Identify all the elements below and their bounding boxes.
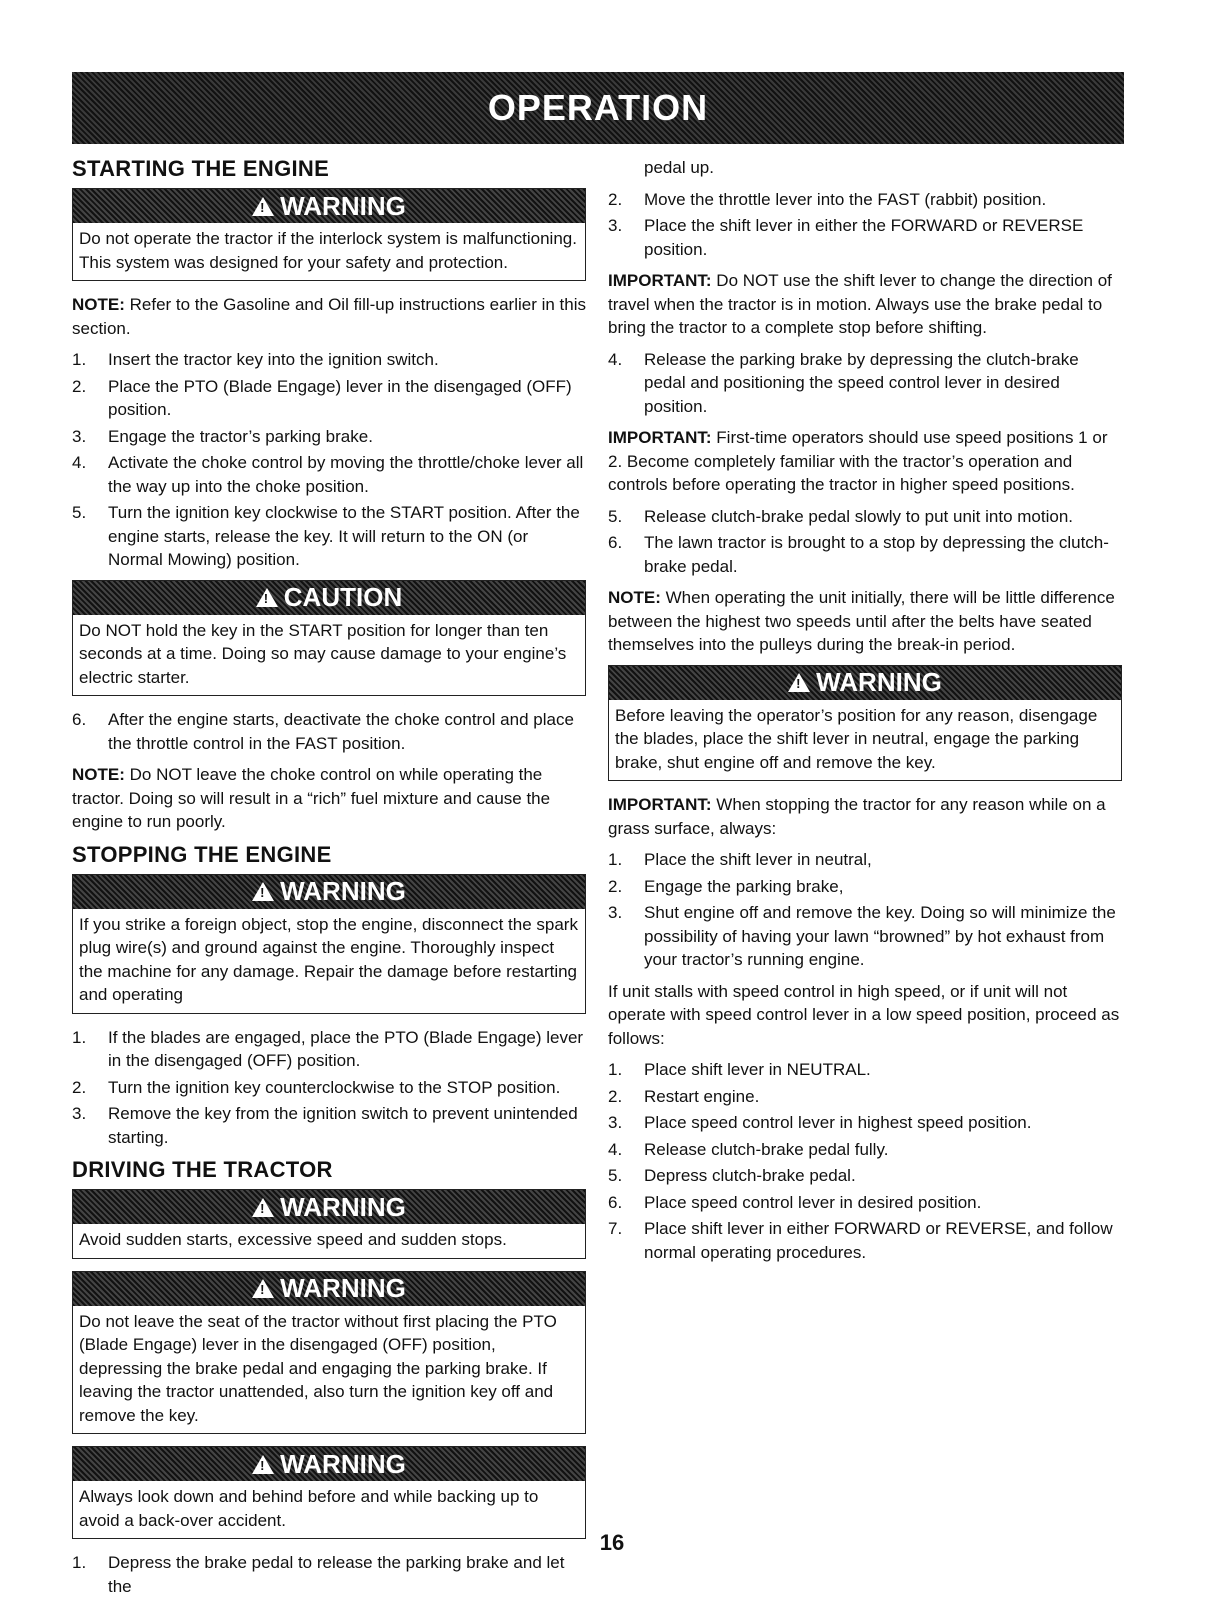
warning-header <box>73 189 585 223</box>
list-item <box>608 1217 1122 1264</box>
page-number: 16 <box>599 1530 625 1555</box>
heading-starting-engine: STARTING THE ENGINE <box>72 156 330 181</box>
list-item <box>72 708 586 755</box>
step-text: Place shift lever in NEUTRAL. <box>644 1060 871 1079</box>
list-item <box>608 1111 1122 1135</box>
warning-text: Always look down and behind before and while backing up to avoid a back-over accident. <box>79 1487 539 1530</box>
step-number: 2. <box>72 376 87 396</box>
step-number: 7. <box>608 1219 623 1238</box>
warning-box <box>72 1446 586 1539</box>
warning-text: Before leaving the operator’s position for any reason, disengage the blades, place the shift lever in neutral, engage the parking brake, shut engine off and remove the key. <box>615 705 1098 772</box>
stopping-steps <box>72 1026 586 1150</box>
warning-header <box>73 1190 585 1224</box>
step-text: Release clutch-brake pedal fully. <box>644 1139 889 1159</box>
caution-label: CAUTION <box>283 582 403 612</box>
warning-triangle-icon <box>256 588 278 607</box>
step-number: 3. <box>608 1113 623 1132</box>
warning-label: WARNING <box>280 1273 406 1303</box>
right-column <box>608 156 1122 1272</box>
caution-header <box>73 581 585 615</box>
stall-steps <box>608 1058 1122 1264</box>
note-paragraph <box>72 763 586 834</box>
list-item <box>608 1164 1122 1188</box>
step-number: 3. <box>608 903 623 922</box>
warning-triangle-icon <box>252 882 274 901</box>
note-label: NOTE: <box>72 295 125 314</box>
list-item <box>72 1076 586 1100</box>
list-item <box>608 188 1122 212</box>
important-text: First-time operators should use speed positions 1 or 2. Become completely familiar with the tractor’s operation and controls before operating the tractor in higher speed positions. <box>608 428 1108 494</box>
step-text: The lawn tractor is brought to a stop by depressing the clutch-brake pedal. <box>644 533 1109 576</box>
list-item <box>72 1102 586 1149</box>
list-item <box>72 451 586 498</box>
step-number: 1. <box>72 350 87 369</box>
left-column <box>72 156 586 1606</box>
warning-label: WARNING <box>280 876 406 906</box>
warning-box <box>608 665 1122 782</box>
step-text: Place the shift lever in neutral, <box>644 850 872 869</box>
heading-driving-tractor: DRIVING THE TRACTOR <box>72 1157 333 1182</box>
warning-text: If you strike a foreign object, stop the engine, disconnect the spark plug wire(s) and ground against the engine. Thoroughly inspect the machine for any damage. Repair the damage before restarting and operating <box>79 914 578 1004</box>
continued-text: pedal up. <box>644 158 714 177</box>
step-number: 4. <box>72 453 87 472</box>
note-label: NOTE: <box>72 765 125 784</box>
step-number: 6. <box>608 1192 623 1212</box>
list-item <box>72 1026 586 1073</box>
step-text: Depress the brake pedal to release the parking brake and let the <box>108 1553 565 1596</box>
step-text: Place speed control lever in highest speed position. <box>644 1113 1032 1132</box>
step-number: 4. <box>608 1139 623 1159</box>
warning-label: WARNING <box>280 1191 406 1222</box>
list-item <box>608 1191 1122 1215</box>
step-number: 2. <box>608 1086 623 1106</box>
starting-steps <box>72 348 586 572</box>
caution-box <box>72 580 586 697</box>
warning-label: WARNING <box>280 190 406 221</box>
section-banner <box>72 72 1124 144</box>
step-text: Release the parking brake by depressing the clutch-brake pedal and positioning the speed control lever in desired position. <box>644 349 1079 416</box>
stall-paragraph: If unit stalls with speed control in high speed, or if unit will not operate with speed control lever in a low speed position, proceed as follows: <box>608 981 1120 1048</box>
driving-steps <box>72 1551 586 1598</box>
step-text: Move the throttle lever into the FAST (rabbit) position. <box>644 189 1047 209</box>
list-item <box>608 1058 1122 1082</box>
warning-triangle-icon <box>252 1279 274 1298</box>
warning-text: Avoid sudden starts, excessive speed and sudden stops. <box>79 1230 507 1249</box>
important-paragraph <box>608 793 1122 840</box>
step-number: 3. <box>608 216 623 235</box>
step-text: If the blades are engaged, place the PTO (Blade Engage) lever in the disengaged (OFF) position. <box>108 1027 584 1070</box>
warning-label: WARNING <box>816 667 942 697</box>
list-item <box>608 348 1122 419</box>
step-number: 6. <box>72 710 87 729</box>
important-label: IMPORTANT: <box>608 271 712 290</box>
warning-triangle-icon <box>252 197 274 216</box>
step-number: 1. <box>72 1553 87 1572</box>
important-label: IMPORTANT: <box>608 428 712 447</box>
list-item <box>72 1551 586 1598</box>
note-text: Refer to the Gasoline and Oil fill-up instructions earlier in this section. <box>72 295 586 338</box>
step-number: 2. <box>608 189 623 209</box>
step-text: Place speed control lever in desired position. <box>644 1192 982 1212</box>
important-text: When stopping the tractor for any reason while on a grass surface, always: <box>608 795 1106 838</box>
warning-text: Do not operate the tractor if the interlock system is malfunctioning. This system was designed for your safety and protection. <box>79 229 577 272</box>
driving-steps-cont <box>608 188 1122 262</box>
stopping-grass-steps <box>608 848 1122 972</box>
warning-box <box>72 1189 586 1259</box>
important-paragraph <box>608 269 1122 340</box>
note-label: NOTE: <box>608 588 661 607</box>
step-text: Engage the parking brake, <box>644 876 844 896</box>
note-text: When operating the unit initially, there will be little difference between the highest two speeds until after the belts have seated themselves into the pulleys during the break-in period. <box>608 588 1115 654</box>
warning-triangle-icon <box>788 673 810 692</box>
warning-box <box>72 874 586 1014</box>
step-number: 1. <box>608 1060 623 1079</box>
step-number: 1. <box>608 850 623 869</box>
step-number: 5. <box>72 503 87 522</box>
warning-header <box>73 875 585 909</box>
list-item <box>72 348 586 372</box>
step-number: 3. <box>72 1104 87 1123</box>
driving-steps-5-6 <box>608 505 1122 579</box>
important-label: IMPORTANT: <box>608 795 712 814</box>
list-item <box>608 505 1122 529</box>
note-paragraph <box>608 586 1122 657</box>
warning-label: WARNING <box>280 1448 406 1479</box>
step-text: Release clutch-brake pedal slowly to put unit into motion. <box>644 506 1074 526</box>
important-text: Do NOT use the shift lever to change the direction of travel when the tractor is in motion. Always use the brake pedal to bring the tractor to a complete stop before shifting. <box>608 271 1112 337</box>
list-item <box>608 1138 1122 1162</box>
step-text: Insert the tractor key into the ignition switch. <box>108 350 439 369</box>
driving-steps-4 <box>608 348 1122 419</box>
list-item <box>608 848 1122 872</box>
warning-triangle-icon <box>252 1198 274 1217</box>
step-number: 3. <box>72 426 87 446</box>
list-item <box>608 214 1122 261</box>
step-number: 6. <box>608 533 623 552</box>
step-text: Depress clutch-brake pedal. <box>644 1166 856 1185</box>
step-text: Place the PTO (Blade Engage) lever in the disengaged (OFF) position. <box>108 376 572 419</box>
warning-triangle-icon <box>252 1455 274 1474</box>
warning-text: Do not leave the seat of the tractor without first placing the PTO (Blade Engage) lever in the disengaged (OFF) position, depressing the brake pedal and engaging the parking brake. If leaving the tractor unattended, also turn the ignition key off and remove the key. <box>79 1311 557 1425</box>
list-item <box>608 875 1122 899</box>
step-text: Turn the ignition key clockwise to the START position. After the engine starts, release the key. It will return to the ON (or Normal Mowing) position. <box>108 503 580 569</box>
step-number: 1. <box>72 1027 87 1047</box>
list-item <box>72 425 586 449</box>
step-number: 5. <box>608 1166 623 1185</box>
step-text: Engage the tractor’s parking brake. <box>108 426 373 446</box>
caution-text: Do NOT hold the key in the START position for longer than ten seconds at a time. Doing so may cause damage to your engine’s electric starter. <box>79 620 567 687</box>
list-item <box>608 531 1122 578</box>
step-number: 2. <box>608 876 623 896</box>
step-number: 4. <box>608 349 623 369</box>
step-text: Restart engine. <box>644 1086 760 1106</box>
step-text: Remove the key from the ignition switch to prevent unintended starting. <box>108 1104 578 1147</box>
note-text: Do NOT leave the choke control on while operating the tractor. Doing so will result in a “rich” fuel mixture and cause the engine to run poorly. <box>72 765 551 831</box>
note-paragraph <box>72 293 586 340</box>
step-number: 5. <box>608 506 623 526</box>
warning-box <box>72 188 586 281</box>
step-text: Activate the choke control by moving the throttle/choke lever all the way up into the choke position. <box>108 453 584 496</box>
important-paragraph <box>608 426 1122 497</box>
step-text: After the engine starts, deactivate the choke control and place the throttle control in the FAST position. <box>108 710 574 753</box>
step-text: Place the shift lever in either the FORWARD or REVERSE position. <box>644 216 1084 259</box>
heading-stopping-engine: STOPPING THE ENGINE <box>72 841 332 867</box>
step-text: Shut engine off and remove the key. Doing so will minimize the possibility of having your lawn “browned” by hot exhaust from your tractor’s running engine. <box>644 903 1116 969</box>
list-item <box>72 375 586 422</box>
step-number: 2. <box>72 1077 87 1097</box>
list-item <box>72 501 586 572</box>
starting-steps-cont <box>72 708 586 755</box>
warning-header <box>609 666 1121 700</box>
warning-header <box>73 1447 585 1481</box>
step-text: Turn the ignition key counterclockwise to the STOP position. <box>108 1077 561 1097</box>
list-item <box>608 901 1122 972</box>
step-text: Place shift lever in either FORWARD or REVERSE, and follow normal operating procedures. <box>644 1219 1113 1262</box>
list-item <box>608 1085 1122 1109</box>
warning-header <box>73 1272 585 1306</box>
warning-box <box>72 1271 586 1435</box>
banner-title: OPERATION <box>487 87 709 128</box>
